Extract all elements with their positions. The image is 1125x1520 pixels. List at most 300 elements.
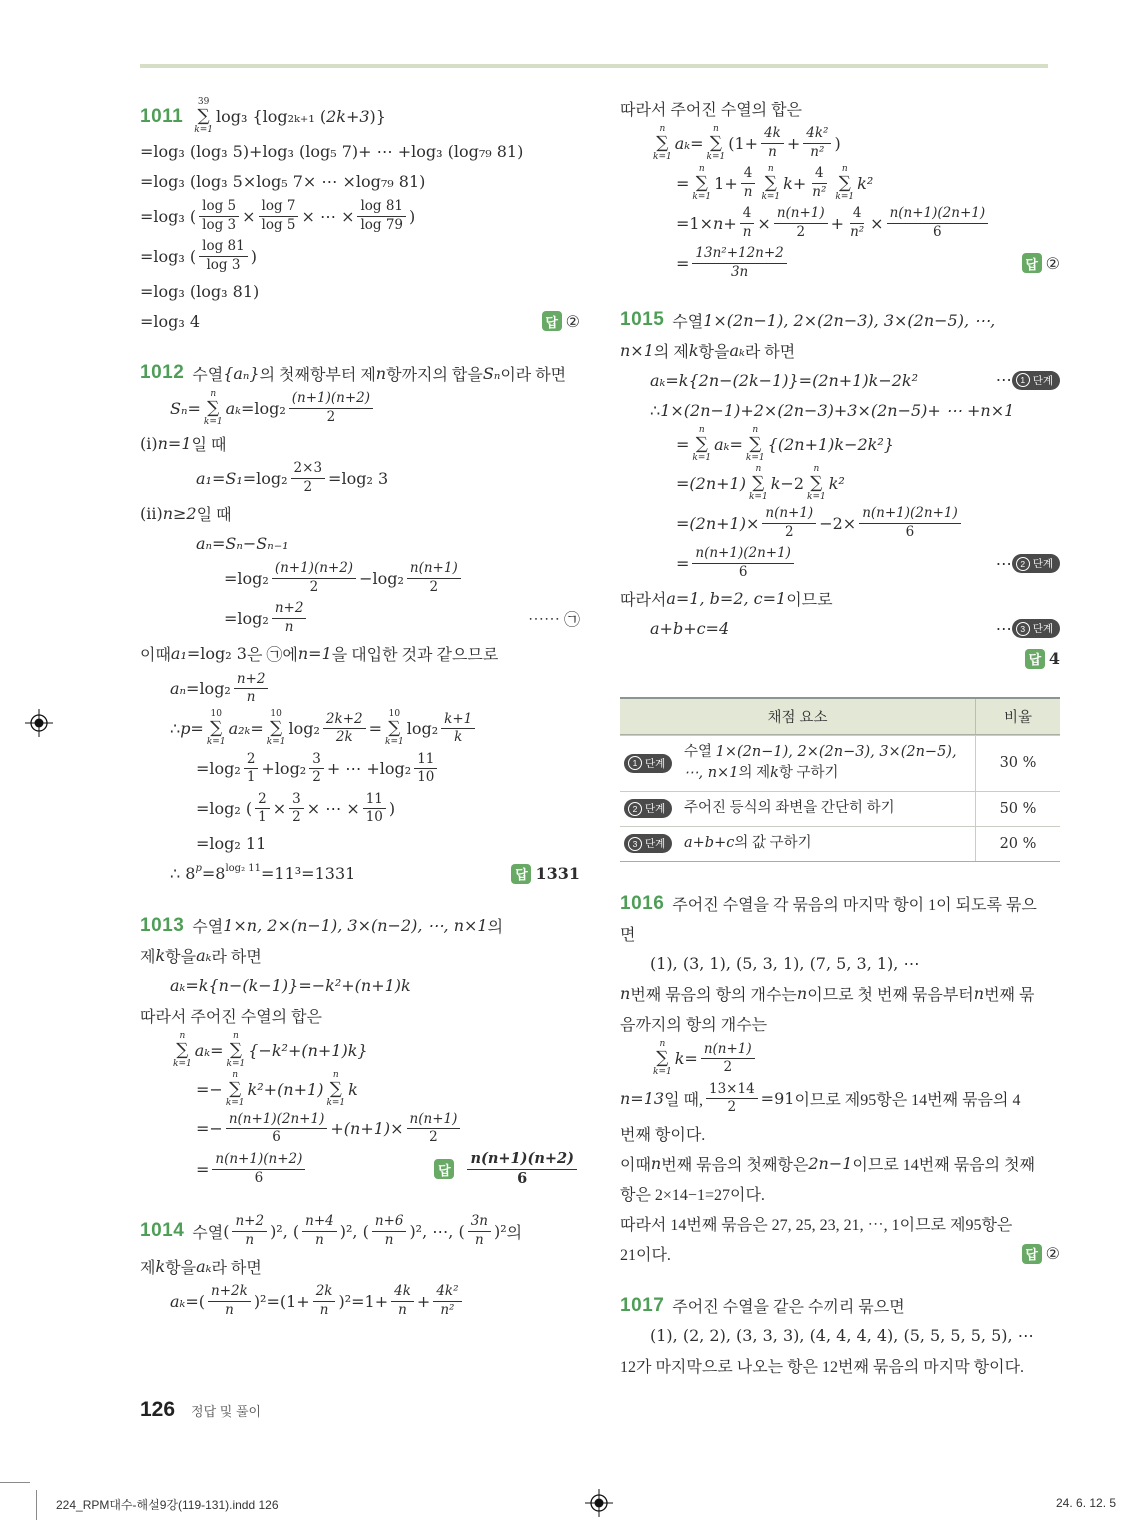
text-run: {(2n+1)k−2k²} (767, 435, 894, 455)
formula-line (140, 529, 580, 557)
formula-line (140, 1252, 580, 1280)
fraction-numerator: n(n+1)(2n+1) (226, 1111, 328, 1130)
step-badge (1012, 371, 1060, 390)
text-run: k (155, 1256, 166, 1276)
step-number: 1 (1016, 373, 1030, 387)
text-run: 의 값 구하기 (734, 834, 812, 851)
fraction-numerator: n(n+1) (774, 205, 828, 224)
fraction-numerator: 13×14 (706, 1081, 758, 1100)
text-run: (ⅱ) (140, 503, 163, 523)
line-right (996, 619, 1060, 639)
line-content (620, 1080, 1020, 1118)
formula-line (140, 559, 580, 597)
formula-line (620, 585, 1060, 613)
text-run: log₂ (288, 719, 320, 739)
formula-line (620, 1240, 1060, 1268)
sum-upper-limit: n (698, 163, 705, 174)
sum-upper-limit: n (841, 163, 848, 174)
line-content (650, 401, 1014, 420)
line-content (676, 426, 894, 463)
fraction-denominator: 2 (727, 1099, 737, 1116)
text-run: 항을 (698, 343, 730, 361)
text-run: (2n+1) (689, 474, 746, 494)
sum-upper-limit: n (232, 1069, 239, 1080)
sigma-glyph: ∑ (656, 1048, 669, 1069)
sum-upper-limit: n (232, 1030, 239, 1041)
text-run: 일 때, (664, 1092, 703, 1110)
text-run: 이라 하면 (500, 366, 567, 384)
sigma-glyph: ∑ (656, 132, 669, 153)
fraction-numerator: (n+1)(n+2) (289, 390, 373, 409)
step-label: 단계 (645, 803, 666, 816)
formula-line (620, 544, 1060, 582)
problem-1015 (620, 306, 1060, 672)
fraction-denominator: n (225, 1301, 234, 1318)
fraction-denominator: n (245, 1231, 255, 1248)
text-run: log₂ (199, 679, 231, 699)
text-run: =log₂ 11 (196, 834, 267, 854)
text-run: −2× (819, 513, 857, 533)
line-content (196, 1150, 308, 1188)
sum-upper-limit: n (712, 123, 719, 134)
text-run: n (973, 984, 985, 1004)
line-content (170, 670, 271, 708)
text-run: a=1, b=2, c=1 (666, 589, 787, 609)
fraction-denominator: n² (440, 1301, 455, 1318)
fraction-denominator: 6 (933, 223, 942, 240)
fraction-numerator: log 7 (259, 198, 299, 217)
line-content (620, 1242, 671, 1265)
text-run: 의 제 (738, 765, 771, 782)
formula-line (140, 790, 580, 828)
answer-badge: 답 (434, 1159, 454, 1179)
problem-number: 1014 (140, 1220, 185, 1242)
fraction-denominator: n (742, 223, 752, 240)
text-run: ⋯ (995, 620, 1012, 638)
page-top-rule (140, 64, 1048, 68)
fraction-denominator: 3n (730, 263, 749, 280)
text-run: k (155, 946, 166, 966)
table-cell-description (682, 792, 975, 826)
sum-lower-limit: k=1 (194, 125, 213, 135)
fraction-numerator: n+4 (302, 1213, 337, 1232)
text-run: ⋯⋯ ㉠ (527, 612, 580, 630)
text-run: =8 (201, 864, 226, 884)
fraction-denominator: 2 (326, 408, 336, 425)
text-run: 의 (506, 1224, 523, 1242)
fraction-numerator: 4k (761, 125, 784, 144)
formula-line (620, 1322, 1060, 1350)
text-run: Sₙ (482, 363, 501, 383)
text-run: ( (223, 1221, 230, 1241)
text-run: )} (369, 107, 386, 126)
text-run: 12가 마지막으로 나오는 항은 12번째 묶음의 마지막 항이다. (620, 1359, 1025, 1377)
fraction-numerator: log 81 (199, 238, 248, 257)
text-run: a+b+c=4 (650, 619, 730, 639)
fraction-numerator: 2 (244, 751, 259, 770)
text-run: k (770, 765, 779, 782)
fraction-denominator: 6 (738, 564, 748, 581)
fraction-numerator: 4 (741, 165, 756, 184)
fraction-numerator: n+2 (272, 600, 307, 619)
line-content (650, 1040, 758, 1078)
line-content (620, 1354, 1024, 1377)
text-run: 2n−1 (808, 1154, 853, 1174)
text-run: n×1 (620, 340, 654, 360)
math-fraction (414, 751, 437, 787)
math-fraction (433, 1283, 461, 1319)
formula-line (140, 599, 580, 637)
text-run: n (650, 1154, 662, 1174)
text-run: a₂ₖ= (228, 719, 264, 739)
sigma-glyph: ∑ (388, 718, 401, 739)
line-content (620, 339, 795, 362)
fraction-numerator: k+1 (441, 711, 475, 730)
text-run: aₙ= (170, 679, 200, 699)
line-content (676, 204, 991, 242)
fraction-numerator: n+2 (232, 1213, 267, 1232)
formula-line (140, 830, 580, 858)
text-run: 수열 (672, 313, 704, 331)
summation-symbol (692, 165, 711, 202)
text-run: ) (409, 206, 416, 226)
line-content (140, 312, 200, 331)
line-content (620, 1212, 1012, 1235)
line-right (507, 864, 580, 884)
text-run: + (723, 213, 737, 233)
text-run: × (757, 213, 771, 233)
text-run: Sₙ= (170, 398, 201, 418)
fraction-numerator: 4k² (433, 1283, 461, 1302)
text-run: k= (674, 1049, 698, 1069)
text-run: n=1 (157, 433, 192, 453)
table-row (620, 826, 1060, 861)
math-fraction (226, 1111, 328, 1147)
fraction-numerator: 2k (313, 1283, 336, 1302)
table-cell-rate: 50 % (975, 792, 1060, 826)
math-fraction (234, 671, 269, 707)
fraction-numerator: 11 (414, 751, 437, 770)
math-fraction (741, 165, 756, 201)
line-right (1021, 649, 1060, 669)
math-fraction (468, 1213, 491, 1249)
summation-symbol (653, 125, 672, 162)
text-run: =log₃ 4 (140, 311, 201, 331)
line-content (140, 362, 566, 385)
formula-line (140, 860, 580, 888)
print-date: 24. 6. 12. 5 (1056, 1496, 1117, 1510)
print-file-info: 224_RPM대수-해설9강(119-131).indd 126 (56, 1498, 279, 1512)
math-fraction (859, 505, 961, 541)
text-run: 일 때 (191, 436, 227, 454)
line-content (650, 124, 841, 162)
text-run: ⋯ (995, 555, 1012, 573)
math-fraction (302, 1213, 337, 1249)
text-run: 라 하면 (211, 1259, 262, 1277)
text-run: 이므로 (786, 592, 833, 610)
text-run: 번째 묶음의 첫째항은 (661, 1157, 809, 1175)
formula-line (140, 1282, 580, 1320)
fraction-numerator: n+2 (234, 671, 269, 690)
line-right (996, 370, 1060, 390)
step-number: 3 (628, 837, 642, 851)
fraction-numerator: 3 (309, 751, 324, 770)
sigma-glyph: ∑ (709, 132, 722, 153)
sigma-glyph: ∑ (749, 434, 762, 455)
text-run: 일 때 (196, 506, 232, 524)
text-run: 을 대입한 것과 같으므로 (331, 647, 499, 665)
text-run: ② (1045, 253, 1060, 273)
sum-upper-limit: n (767, 163, 774, 174)
step-badge (624, 799, 672, 818)
summation-symbol (267, 710, 286, 747)
formula-line (140, 1212, 580, 1250)
text-run: 음까지의 항의 개수는 (620, 1017, 768, 1035)
text-run: =log₃ (log₃ 5×log₅ 7× ⋯ ×log₇₉ 81) (140, 171, 426, 191)
formula-line (140, 750, 580, 788)
text-run: (1+ (728, 133, 759, 153)
math-fraction (692, 245, 786, 281)
formula-line (620, 244, 1060, 282)
text-run: aₖ= (194, 1040, 224, 1060)
text-run: {aₙ} (223, 363, 260, 383)
fraction-denominator: n (315, 1231, 324, 1248)
line-content (224, 599, 309, 637)
step-number: 1 (628, 756, 642, 770)
step-number: 2 (1016, 557, 1030, 571)
text-run: aₖ=k{2n−(2k−1)}=(2n+1)k−2k² (650, 370, 919, 390)
summation-symbol (653, 1040, 672, 1077)
text-run: + (416, 1291, 431, 1311)
text-run: ) (834, 133, 841, 153)
text-run: aₖ= (225, 398, 255, 418)
column-right (620, 92, 1060, 1404)
formula-line (620, 124, 1060, 162)
table-row (620, 791, 1060, 826)
line-right (1018, 253, 1060, 273)
formula-line (140, 167, 580, 195)
sum-lower-limit: k=1 (225, 1097, 245, 1108)
line-content (650, 1326, 1034, 1345)
summation-symbol (749, 465, 768, 502)
text-run: aₖ=k{n−(k−1)}=−k²+(n+1)k (170, 976, 411, 996)
formula-line (620, 504, 1060, 542)
table-cell-rate: 30 % (975, 736, 1060, 792)
fraction-numerator: log 5 (199, 198, 239, 217)
text-run: 주어진 수열을 같은 수끼리 묶으면 (672, 1299, 905, 1317)
fraction-denominator: 2 (723, 1059, 733, 1076)
formula-line (140, 389, 580, 427)
text-run: 의 (487, 919, 504, 937)
fraction-denominator: 6 (254, 1169, 264, 1186)
line-content (170, 864, 355, 883)
text-run: (1), (3, 1), (5, 3, 1), (7, 5, 3, 1), ⋯ (650, 954, 920, 974)
text-run: a₁=S₁= (196, 468, 257, 488)
text-run: ∴ (650, 400, 661, 420)
text-run: +log₂ (261, 759, 307, 779)
formula-line (620, 950, 1060, 978)
math-fraction (372, 1213, 407, 1249)
fraction-numerator: 11 (363, 791, 386, 810)
text-run: a+b+c (684, 834, 735, 851)
sum-upper-limit: n (179, 1030, 186, 1041)
line-content (170, 976, 411, 995)
line-content (140, 502, 232, 525)
fraction-denominator: log 79 (360, 216, 404, 233)
step-label: 단계 (1032, 623, 1053, 636)
text-run: =91 (760, 1089, 795, 1109)
sum-upper-limit: n (698, 425, 705, 436)
text-run: log₂ (256, 468, 288, 488)
problem-1014 (140, 1212, 580, 1320)
math-fraction (232, 1213, 267, 1249)
line-content (620, 309, 995, 332)
math-fraction (212, 1151, 305, 1187)
formula-line (140, 137, 580, 165)
fraction-denominator: n (319, 1301, 329, 1318)
line-content (140, 642, 498, 665)
formula-line (140, 670, 580, 708)
formula-line (620, 306, 1060, 334)
text-run: 이므로 14번째 묶음의 첫째 (852, 1157, 1035, 1175)
sum-lower-limit: k=1 (266, 737, 286, 748)
text-run: =− (196, 1119, 223, 1139)
registration-mark-bottom (584, 1488, 614, 1518)
text-run: = (676, 253, 690, 273)
text-run: 항을 (165, 949, 197, 967)
text-run: log₂ 3 (200, 644, 247, 664)
formula-line (620, 1040, 1060, 1078)
line-content (140, 1004, 322, 1027)
text-run: k² (828, 474, 845, 494)
fraction-numerator: 13n²+12n+2 (692, 245, 786, 264)
text-run: )² (493, 1221, 507, 1241)
formula-line (620, 1120, 1060, 1148)
problem-number: 1017 (620, 1294, 665, 1316)
line-content (140, 1255, 262, 1278)
grading-table (620, 697, 1060, 862)
summation-symbol (227, 1032, 246, 1069)
answer-badge: 답 (511, 864, 531, 884)
sum-lower-limit: k=1 (203, 416, 223, 427)
fraction-numerator: 2k+2 (323, 711, 366, 730)
formula-line (620, 645, 1060, 673)
summation-symbol (226, 1071, 245, 1108)
text-run: 은 ㉠에 (246, 647, 298, 665)
superscript: p (195, 862, 202, 874)
sigma-glyph: ∑ (695, 434, 708, 455)
text-run: 면 (620, 927, 636, 945)
fraction-denominator: n (474, 1231, 484, 1248)
text-run: =log₂ ( (196, 799, 253, 819)
line-content (620, 982, 1034, 1005)
math-fraction (199, 198, 239, 234)
fraction-denominator: n² (812, 183, 827, 200)
text-run: (2n+1)× (689, 513, 760, 533)
table-cell-rate: 20 % (975, 827, 1060, 861)
table-header-rate: 비율 (975, 699, 1060, 734)
math-fraction (259, 198, 299, 234)
text-run: n=1 (297, 644, 332, 664)
text-run: 라 하면 (211, 949, 262, 967)
math-fraction (357, 198, 406, 234)
math-fraction (441, 711, 475, 747)
summation-symbol (204, 390, 223, 427)
math-fraction (291, 460, 326, 496)
math-fraction (761, 125, 784, 161)
text-run: =log₂ (196, 759, 241, 779)
line-content (140, 432, 226, 455)
summation-symbol (835, 165, 854, 202)
formula-line (620, 1150, 1060, 1178)
formula-line (140, 640, 580, 668)
sigma-glyph: ∑ (176, 1039, 189, 1060)
fraction-numerator: 3n (468, 1213, 491, 1232)
summation-symbol (707, 125, 726, 162)
summation-symbol (692, 426, 711, 463)
line-content (140, 237, 257, 275)
text-run: 라 하면 (744, 343, 796, 361)
text-run: 제 (140, 949, 156, 967)
summation-symbol (207, 710, 226, 747)
fraction-denominator: 2 (312, 769, 321, 786)
line-content (650, 619, 729, 638)
text-run: log₂ (254, 398, 286, 418)
math-fraction (407, 1111, 461, 1147)
text-run: 수열 (192, 919, 224, 937)
fraction-denominator: n² (810, 143, 825, 160)
text-run: 1+ (714, 173, 738, 193)
line-content (196, 534, 289, 553)
text-run: k (348, 1079, 358, 1099)
sum-lower-limit: k=1 (761, 191, 781, 202)
text-run: n (375, 363, 387, 383)
line-content (676, 164, 873, 202)
fraction-denominator: 2 (429, 578, 439, 595)
text-run: 번째 묶음의 항의 개수는 (630, 987, 797, 1005)
answer-badge: 답 (1025, 649, 1045, 669)
fraction-denominator: 2k (335, 729, 353, 746)
text-run: 번째 항이다. (620, 1127, 706, 1145)
sum-upper-limit: 10 (388, 709, 401, 720)
math-fraction (706, 1081, 758, 1117)
problem-number: 1013 (140, 914, 185, 936)
formula-line (140, 1071, 580, 1108)
text-run: × (272, 799, 287, 819)
sigma-glyph: ∑ (329, 1078, 342, 1099)
text-run: =log₂ (224, 609, 269, 629)
sum-upper-limit: n (813, 464, 820, 475)
text-run: aₖ (196, 946, 212, 966)
text-run: =11³=1331 (261, 864, 356, 884)
sigma-glyph: ∑ (197, 106, 210, 126)
fraction-numerator: 2 (255, 791, 270, 810)
line-content (620, 97, 802, 120)
math-fraction (809, 165, 829, 201)
formula-line (620, 1080, 1060, 1118)
line-content (196, 1071, 358, 1108)
formula-line (620, 1210, 1060, 1238)
sum-lower-limit: k=1 (835, 191, 855, 202)
line-content (140, 197, 415, 235)
formula-line (620, 615, 1060, 643)
fraction-denominator: n² (850, 223, 865, 240)
text-run: 항까지의 합을 (386, 366, 483, 384)
text-run: = (676, 474, 690, 494)
fraction-numerator: 3 (289, 791, 304, 810)
sum-upper-limit: n (659, 1039, 666, 1050)
formula-line (140, 912, 580, 940)
